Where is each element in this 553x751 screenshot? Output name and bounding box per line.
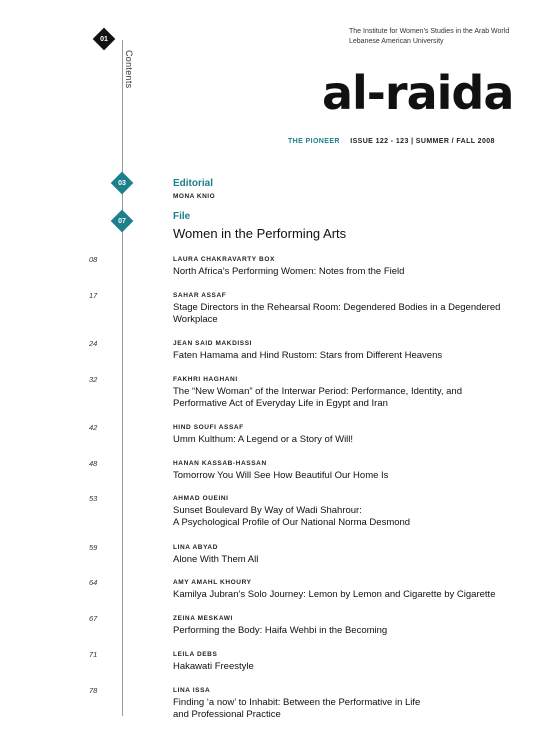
contents-label: Contents: [124, 50, 134, 89]
vertical-rule: [122, 40, 123, 716]
entry-title[interactable]: Hakawati Freestyle: [173, 661, 254, 672]
entry-page: 08: [89, 255, 98, 264]
entry-author: LINA ABYAD: [173, 544, 219, 551]
university-name: Lebanese American University: [349, 38, 444, 45]
entry-page: 42: [89, 423, 98, 432]
entry-author: AHMAD OUEINI: [173, 495, 229, 502]
institute-name: The Institute for Women's Studies in the Arab World: [349, 28, 510, 35]
entry-title[interactable]: Sunset Boulevard By Way of Wadi Shahrour: A Psychological Profile of Our National Norma Desmond: [173, 505, 411, 528]
file-label: File: [173, 211, 191, 222]
entry-author: ZEINA MESKAWI: [173, 615, 233, 622]
issue-info: ISSUE 122 - 123 | SUMMER / FALL 2008: [350, 138, 495, 145]
entry-author: HIND SOUFI ASSAF: [173, 424, 244, 431]
entry-author: AMY AMAHL KHOURY: [173, 579, 252, 586]
editorial-author: MONA KNIO: [173, 193, 216, 200]
page-number: 01: [100, 35, 108, 43]
entry-title[interactable]: Umm Kulthum: A Legend or a Story of Will!: [173, 434, 354, 445]
entry-title[interactable]: Alone With Them All: [173, 554, 259, 565]
file-heading: Women in the Performing Arts: [173, 226, 347, 241]
entry-page: 17: [89, 291, 98, 300]
entry-title[interactable]: Faten Hamama and Hind Rustom: Stars from Different Heavens: [173, 350, 443, 361]
entry-author: SAHAR ASSAF: [173, 292, 227, 299]
entry-page: 78: [89, 686, 98, 695]
entry-page: 48: [89, 459, 98, 468]
entry-author: FAKHRI HAGHANI: [173, 376, 238, 383]
entry-author: LEILA DEBS: [173, 651, 218, 658]
entry-title[interactable]: The “New Woman” of the Interwar Period: Performance, Identity, and Performative Act of Everyday Life in Egypt and Iran: [173, 386, 462, 409]
entry-author: LINA ISSA: [173, 687, 211, 694]
issue-line: [288, 138, 495, 145]
file-page-marker: [111, 210, 134, 233]
entry-title[interactable]: Performing the Body: Haifa Wehbi in the Becoming: [173, 625, 388, 636]
entry-page: 32: [89, 375, 98, 384]
entry-author: HANAN KASSAB-HASSAN: [173, 460, 267, 467]
entry-title[interactable]: Finding ‘a now’ to Inhabit: Between the Performative in Life and Professional Practice: [173, 697, 421, 720]
entry-author: LAURA CHAKRAVARTY BOX: [173, 256, 275, 263]
al-raida-logo: al-raida: [322, 66, 514, 120]
entry-title[interactable]: Stage Directors in the Rehearsal Room: Degendered Bodies in a Degendered Workplace: [173, 302, 501, 325]
institute-info: [349, 27, 509, 47]
editorial-page: 03: [118, 179, 126, 187]
entry-page: 71: [89, 650, 98, 659]
entry-title[interactable]: Kamilya Jubran’s Solo Journey: Lemon by Lemon and Cigarette by Cigarette: [173, 589, 496, 600]
editorial-page-marker: [111, 172, 134, 195]
entry-page: 53: [89, 494, 98, 503]
page-number-marker: [93, 28, 116, 51]
entry-page: 67: [89, 614, 98, 623]
entry-title[interactable]: Tomorrow You Will See How Beautiful Our Home Is: [173, 470, 389, 481]
entry-title[interactable]: North Africa’s Performing Women: Notes from the Field: [173, 266, 405, 277]
file-page: 07: [118, 217, 126, 225]
entry-author: JEAN SAID MAKDISSI: [173, 340, 253, 347]
entry-page: 24: [89, 339, 98, 348]
entry-page: 59: [89, 543, 98, 552]
entry-page: 64: [89, 578, 98, 587]
editorial-title[interactable]: Editorial: [173, 178, 214, 189]
pioneer-label: THE PIONEER: [288, 138, 340, 145]
